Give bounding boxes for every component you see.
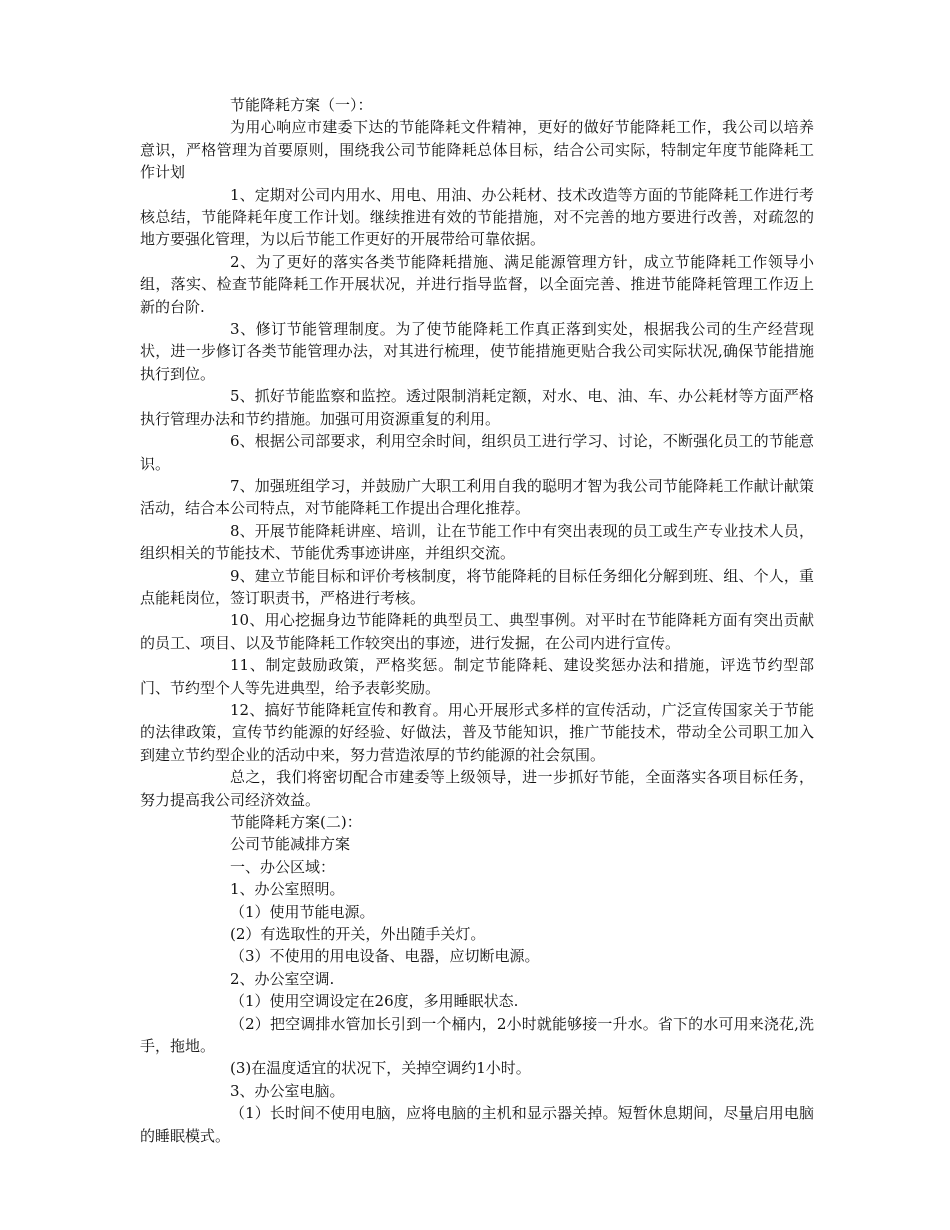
- intro-paragraph: 为用心响应市建委下达的节能降耗文件精神，更好的做好节能降耗工作，我公司以培养意识，严格管理为首要原则，围绕我公司节能降耗总体目标，结合公司实际，特制定年度节能降耗工作计划: [140, 118, 814, 182]
- document-body: [140, 94, 814, 1147]
- office-air-conditioning: 2、办公室空调.: [230, 969, 335, 988]
- section-office-area: 一、办公区域：: [230, 857, 336, 876]
- lighting-item-1: （1）使用节能电源。: [230, 902, 375, 921]
- plan-item-12: 12、搞好节能降耗宣传和教育。用心开展形式多样的宣传活动，广泛宣传国家关于节能的法律政策，宣传节约能源的好经验、好做法，普及节能知识，推广节能技术，带动全公司职工加入到建立节约型企业的活动中来，努力营造浓厚的节约能源的社会氛围。: [140, 700, 814, 764]
- lighting-item-2: (2）有选取性的开关，外出随手关灯。: [230, 925, 486, 944]
- office-lighting: 1、办公室照明。: [230, 880, 345, 899]
- ac-item-1: （1）使用空调设定在26度，多用睡眠状态.: [230, 992, 519, 1011]
- plan-item-2: 2、为了更好的落实各类节能降耗措施、满足能源管理方针，成立节能降耗工作领导小组，落实、检查节能降耗工作开展状况，并进行指导监督，以全面完善、推进节能降耗管理工作迈上新的台阶.: [140, 252, 814, 316]
- ac-item-3: (3)在温度适宜的状况下，关掉空调约1小时。: [230, 1059, 531, 1078]
- plan-item-6: 6、根据公司部要求，利用空余时间，组织员工进行学习、讨论，不断强化员工的节能意识。: [140, 432, 814, 473]
- subheading-company-plan: 公司节能减排方案: [230, 835, 351, 854]
- plan-item-5: 5、抓好节能监察和监控。透过限制消耗定额，对水、电、油、车、办公耗材等方面严格执行管理办法和节约措施。加强可用资源重复的利用。: [140, 387, 814, 428]
- plan-item-9: 9、建立节能目标和评价考核制度，将节能降耗的目标任务细化分解到班、组、个人，重点能耗岗位，签订职责书，严格进行考核。: [140, 566, 814, 607]
- heading-plan-two: 节能降耗方案(二)：: [230, 813, 362, 831]
- office-computer: 3、办公室电脑。: [230, 1081, 345, 1100]
- plan-item-10: 10、用心挖掘身边节能降耗的典型员工、典型事例。对平时在节能降耗方面有突出贡献的员工、项目、以及节能降耗工作较突出的事迹，进行发掘，在公司内进行宣传。: [140, 611, 814, 652]
- plan-item-11: 11、制定鼓励政策，严格奖惩。制定节能降耗、建设奖惩办法和措施，评选节约型部门、节约型个人等先进典型，给予表彰奖励。: [140, 656, 814, 697]
- plan-item-3: 3、修订节能管理制度。为了使节能降耗工作真正落到实处，根据我公司的生产经营现状，进一步修订各类节能管理办法，对其进行梳理，使节能措施更贴合我公司实际状况,确保节能措施执行到位。: [140, 320, 814, 383]
- ac-item-2: （2）把空调排水管加长引到一个桶内，2小时就能够接一升水。省下的水可用来浇花,洗手，拖地。: [140, 1014, 814, 1056]
- computer-item-1: （1）长时间不使用电脑，应将电脑的主机和显示器关掉。短暂休息期间，尽量启用电脑的睡眠模式。: [140, 1104, 814, 1145]
- heading-plan-one: 节能降耗方案（一）：: [230, 96, 373, 114]
- plan-item-1: 1、定期对公司内用水、用电、用油、办公耗材、技术改造等方面的节能降耗工作进行考核总结，节能降耗年度工作计划。继续推进有效的节能措施，对不完善的地方要进行改善，对疏忽的地方要强化管理，为以后节能工作更好的开展带给可靠依据。: [140, 185, 814, 249]
- lighting-item-3: （3）不使用的用电设备、电器，应切断电源。: [230, 947, 540, 966]
- plan-item-8: 8、开展节能降耗讲座、培训，让在节能工作中有突出表现的员工或生产专业技术人员，组织相关的节能技术、节能优秀事迹讲座，并组织交流。: [140, 521, 814, 563]
- plan-item-7: 7、加强班组学习，并鼓励广大职工利用自我的聪明才智为我公司节能降耗工作献计献策活动，结合本公司特点，对节能降耗工作提出合理化推荐。: [140, 476, 814, 518]
- summary-paragraph: 总之，我们将密切配合市建委等上级领导，进一步抓好节能，全面落实各项目标任务，努力提高我公司经济效益。: [140, 768, 814, 809]
